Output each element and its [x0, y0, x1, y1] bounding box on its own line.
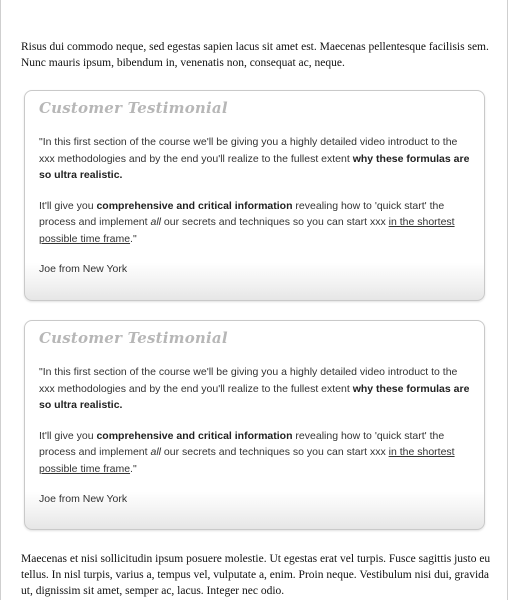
testimonial-box — [24, 320, 485, 530]
testimonial-quote-paragraph — [39, 134, 471, 184]
detail-text: our secrets and techniques so you can start xxx — [161, 446, 389, 458]
testimonial-box — [24, 90, 485, 301]
quote-text: "In this first section of the course we'll be giving you a highly detailed video introduct to the xxx methodologies and by the end you'll realize to the fullest extent — [39, 136, 458, 165]
detail-text: ." — [130, 462, 137, 475]
detail-text: It'll give you — [39, 199, 97, 212]
testimonial-detail-paragraph — [39, 428, 471, 478]
testimonial-title: Customer Testimonial — [39, 99, 228, 117]
detail-text: our secrets and techniques so you can start xxx — [161, 216, 389, 228]
quote-text: "In this first section of the course we'll be giving you a highly detailed video introduct to the xxx methodologies and by the end you'll realize to the fullest extent — [39, 366, 458, 395]
testimonial-quote-paragraph — [39, 364, 471, 414]
intro-paragraph: Risus dui commodo neque, sed egestas sapien lacus sit amet est. Maecenas pellentesque facilisis sem. Nunc mauris ipsum, bibendum in, venenatis non, consequat ac, neque. — [21, 41, 489, 69]
time-frame-link[interactable]: in the shortest possible time frame — [39, 216, 455, 245]
testimonial-detail-paragraph — [39, 198, 471, 248]
detail-bold-text: comprehensive and critical information — [96, 429, 293, 442]
quote-bold-text: why these formulas are so ultra realistic. — [39, 382, 470, 411]
testimonial-author: Joe from New York — [39, 263, 128, 275]
outro-paragraph: Maecenas et nisi sollicitudin ipsum posuere molestie. Ut egestas erat vel turpis. Fusce sagittis justo eu tellus. In nisl turpis, varius a, tempus vel, vulputate a, enim. Proin neque. Vestibulum nisi dui, gravida ut, dignissim sit amet, semper ac, lacus. Integer nec odio. — [21, 553, 491, 597]
testimonial-author: Joe from New York — [39, 493, 128, 505]
testimonial-title: Customer Testimonial — [39, 329, 228, 347]
detail-text: ." — [130, 232, 137, 245]
detail-text: It'll give you — [39, 429, 97, 442]
testimonial-body — [39, 364, 471, 522]
detail-text: revealing how to 'quick start' the process and implement — [39, 199, 445, 228]
quote-bold-text: why these formulas are so ultra realistic. — [39, 152, 470, 181]
detail-bold-text: comprehensive and critical information — [96, 199, 293, 212]
detail-text: revealing how to 'quick start' the process and implement — [39, 429, 445, 458]
detail-italic-text: all — [150, 216, 161, 228]
detail-italic-text: all — [150, 446, 161, 458]
time-frame-link[interactable]: in the shortest possible time frame — [39, 446, 455, 475]
testimonial-body — [39, 134, 471, 292]
